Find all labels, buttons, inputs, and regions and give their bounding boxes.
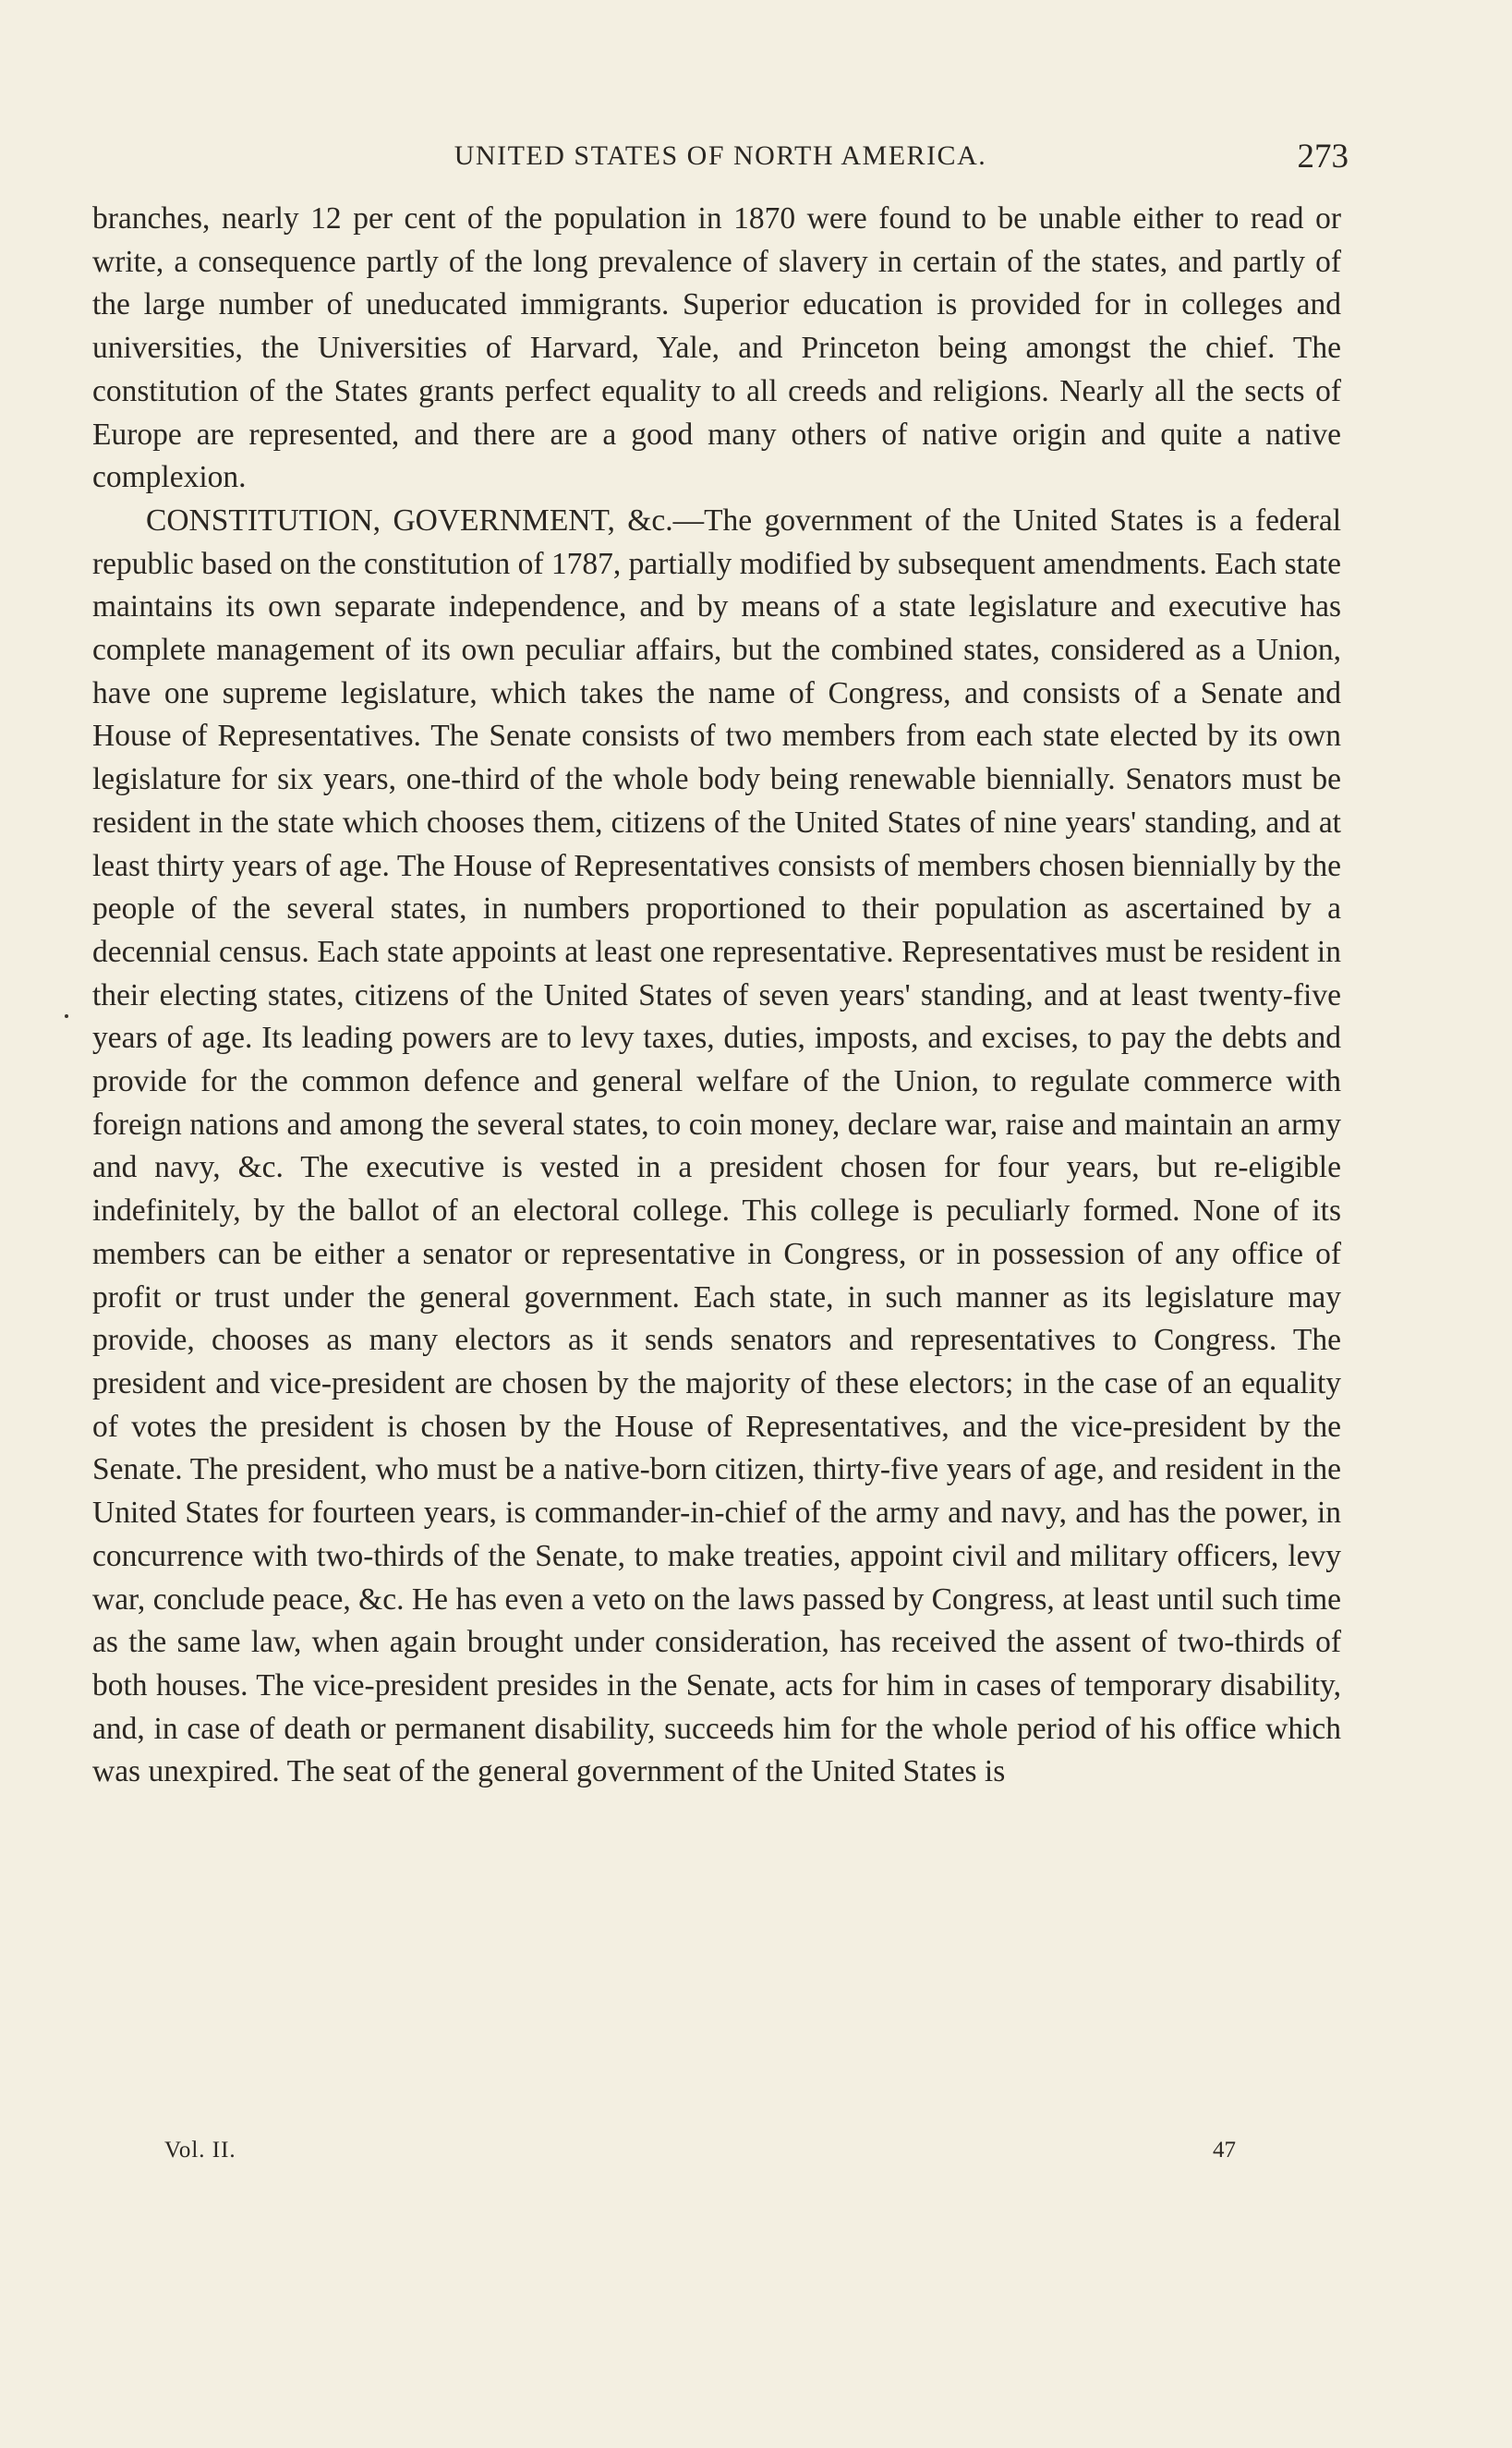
- running-title: UNITED STATES OF NORTH AMERICA.: [454, 140, 987, 171]
- margin-speck: [65, 1014, 68, 1018]
- running-head: [92, 137, 1349, 177]
- signature-mark: 47: [1213, 2138, 1236, 2163]
- volume-label: Vol. II.: [164, 2138, 236, 2163]
- body-text: [92, 198, 1341, 1794]
- page-number: 273: [1297, 138, 1349, 176]
- paragraph-constitution-government: CONSTITUTION, GOVERNMENT, &c.—The government of the United States is a federal republic based on the constitution of 1787, partially modified by subsequent amendments. Each state maintains its own separate independence, and by means of a state legislature and executive has complete management of its own peculiar affairs, but the combined states, considered as a Union, have one supreme legislature, which takes the name of Congress, and consists of a Senate and House of Representatives. The Senate consists of two members from each state elected by its own legislature for six years, one-third of the whole body being renewable biennially. Senators must be resident in the state which chooses them, citizens of the United States of nine years' standing, and at least thirty years of age. The House of Representatives consists of members chosen biennially by the people of the several states, in numbers proportioned to their population as ascertained by a decennial census. Each state appoints at least one representative. Representatives must be resident in their electing states, citizens of the United States of seven years' standing, and at least twenty-five years of age. Its leading powers are to levy taxes, duties, imposts, and excises, to pay the debts and provide for the common defence and general welfare of the Union, to regulate commerce with foreign nations and among the several states, to coin money, declare war, raise and maintain an army and navy, &c. The executive is vested in a president chosen for four years, but re-eligible indefinitely, by the ballot of an electoral college. This college is peculiarly formed. None of its members can be either a senator or representative in Congress, or in possession of any office of profit or trust under the general government. Each state, in such manner as its legislature may provide, chooses as many electors as it sends senators and representatives to Congress. The president and vice-president are chosen by the majority of these electors; in the case of an equality of votes the president is chosen by the House of Representatives, and the vice-president by the Senate. The president, who must be a native-born citizen, thirty-five years of age, and resident in the United States for fourteen years, is commander-in-chief of the army and navy, and has the power, in concurrence with two-thirds of the Senate, to make treaties, appoint civil and military officers, levy war, conclude peace, &c. He has even a veto on the laws passed by Congress, at least until such time as the same law, when again brought under consideration, has received the assent of two-thirds of both houses. The vice-president presides in the Senate, acts for him in cases of temporary disability, and, in case of death or permanent disability, succeeds him for the whole period of his office which was unexpired. The seat of the general government of the United States is: [92, 503, 1341, 1789]
- page-footer: [164, 2138, 1236, 2169]
- paragraph-continued: branches, nearly 12 per cent of the population in 1870 were found to be unable either to read or write, a consequence partly of the long prevalence of slavery in certain of the states, and partly of the large number of uneducated immigrants. Superior education is provided for in colleges and universities, the Universities of Harvard, Yale, and Princeton being amongst the chief. The constitution of the States grants perfect equality to all creeds and religions. Nearly all the sects of Europe are represented, and there are a good many others of native origin and quite a native complexion.: [92, 201, 1341, 495]
